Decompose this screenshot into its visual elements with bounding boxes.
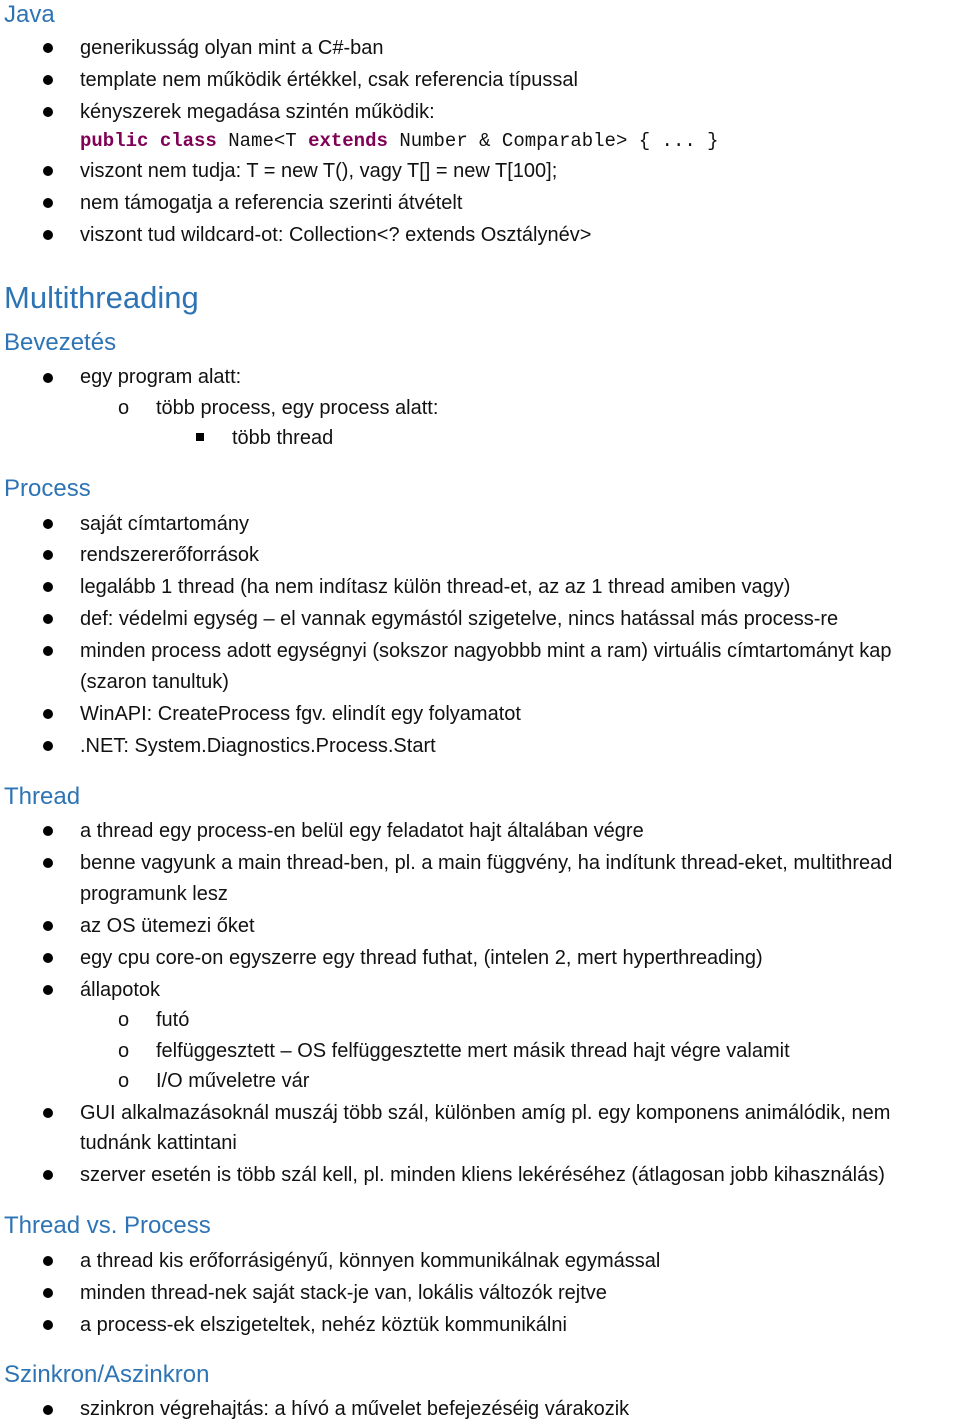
heading-thread-vs-process: Thread vs. Process [4,1212,211,1239]
heading-bevezetes: Bevezetés [4,329,117,356]
code-text: Number & Comparable> { ... } [399,130,719,152]
list-item-continuation: programunk lesz [80,883,228,905]
bullet-dot [43,741,53,751]
bullet-dot [43,75,53,85]
list-item: viszont nem tudja: T = new T(), vagy T[] = new T[100]; [80,160,558,182]
bullet-dot [43,614,53,624]
code-keyword: extends [308,130,388,152]
bullet-dot [43,582,53,592]
list-item: def: védelmi egység – el vannak egymástól szigetelve, nincs hatással más process-re [80,608,839,630]
list-item: minden process adott egységnyi (sokszor nagyobbb mint a ram) virtuális címtartományt kap [80,640,892,662]
list-item: a thread kis erőforrásigényű, könnyen kommunikálnak egymással [80,1250,661,1272]
list-item: egy cpu core-on egyszerre egy thread futhat, (intelen 2, mert hyperthreading) [80,947,763,969]
sub-sub-list-item: több thread [232,427,334,449]
heading-multithreading: Multithreading [4,280,199,315]
bullet-dot [43,43,53,53]
list-item: a thread egy process-en belül egy feladatot hajt általában végre [80,820,644,842]
list-item: egy program alatt: [80,366,242,388]
bullet-dot [43,858,53,868]
code-line [80,128,719,154]
heading-java: Java [4,1,55,28]
bullet-dot [43,985,53,995]
list-item: legalább 1 thread (ha nem indítasz külön thread-et, az az 1 thread amiben vagy) [80,576,791,598]
sub-list-item: I/O műveletre vár [156,1070,310,1092]
list-item: szinkron végrehajtás: a hívó a művelet befejezéséig várakozik [80,1398,630,1420]
bullet-dot [43,107,53,117]
code-text: Name<T [228,130,297,152]
heading-process: Process [4,475,91,502]
sub-list-item: felfüggesztett – OS felfüggesztette mert másik thread hajt végre valamit [156,1040,790,1062]
bullet-dot [43,166,53,176]
bullet-dot [43,1170,53,1180]
code-keyword: class [159,130,217,152]
list-item: szerver esetén is több szál kell, pl. minden kliens lekéréséhez (átlagosan jobb kihasználás) [80,1164,885,1186]
list-item-continuation: (szaron tanultuk) [80,671,229,693]
list-item: saját címtartomány [80,513,249,535]
circle-bullet: o [118,397,130,419]
list-item: benne vagyunk a main thread-ben, pl. a main függvény, ha indítunk thread-eket, multithread [80,852,893,874]
list-item: .NET: System.Diagnostics.Process.Start [80,735,436,757]
list-item: viszont tud wildcard-ot: Collection<? extends Osztálynév> [80,224,592,246]
bullet-dot [43,198,53,208]
list-item-continuation: tudnánk kattintani [80,1132,237,1154]
list-item: rendszererőforrások [80,544,259,566]
bullet-dot [43,373,53,383]
circle-bullet: o [118,1070,130,1092]
sub-list-item: futó [156,1009,190,1031]
list-item: GUI alkalmazásoknál muszáj több szál, különben amíg pl. egy komponens animálódik, nem [80,1102,891,1124]
list-item: kényszerek megadása szintén működik: [80,101,435,123]
bullet-dot [43,826,53,836]
circle-bullet: o [118,1040,130,1062]
bullet-dot [43,1405,53,1415]
heading-thread: Thread [4,783,81,810]
bullet-dot [43,550,53,560]
heading-szinkron: Szinkron/Aszinkron [4,1361,210,1388]
bullet-dot [43,709,53,719]
sub-list-item: több process, egy process alatt: [156,397,439,419]
list-item: állapotok [80,979,161,1001]
list-item: template nem működik értékkel, csak referencia típussal [80,69,578,91]
list-item: a process-ek elszigeteltek, nehéz köztük kommunikálni [80,1314,567,1336]
bullet-dot [43,646,53,656]
bullet-dot [43,953,53,963]
bullet-dot [43,230,53,240]
list-item: nem támogatja a referencia szerinti átvételt [80,192,463,214]
code-keyword: public [80,130,149,152]
bullet-dot [43,1256,53,1266]
bullet-dot [43,1288,53,1298]
list-item: minden thread-nek saját stack-je van, lokális változók rejtve [80,1282,607,1304]
list-item: az OS ütemezi őket [80,915,255,937]
bullet-dot [43,1108,53,1118]
square-bullet [196,433,204,441]
bullet-dot [43,1320,53,1330]
bullet-dot [43,519,53,529]
list-item: generikusság olyan mint a C#-ban [80,37,384,59]
list-item: WinAPI: CreateProcess fgv. elindít egy folyamatot [80,703,521,725]
bullet-dot [43,921,53,931]
circle-bullet: o [118,1009,130,1031]
